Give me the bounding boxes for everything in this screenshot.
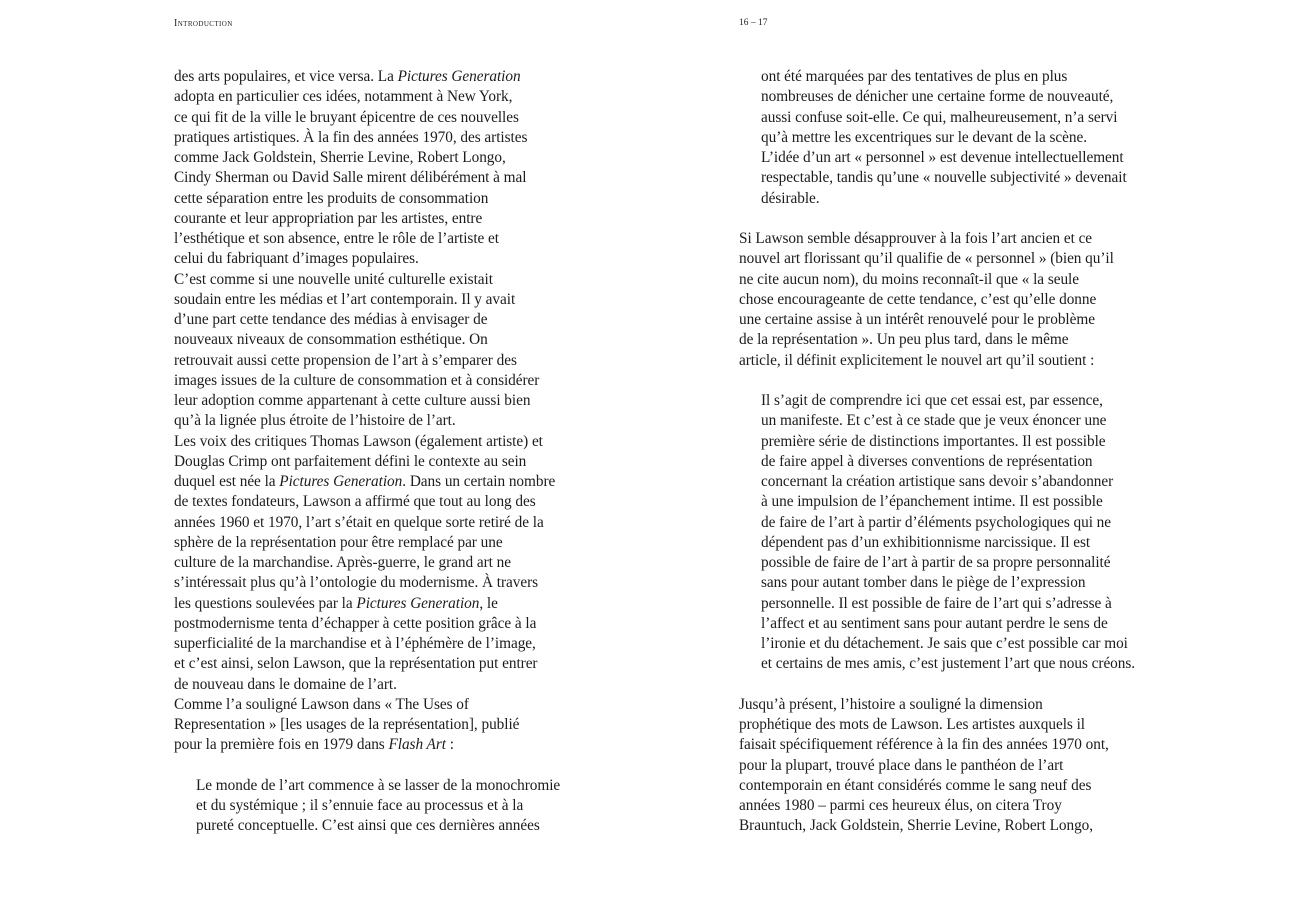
text-line [174,432,574,452]
text-segment: l’affect et au sentiment sans pour autant perdre le sens de [761,614,1108,632]
text-line [739,452,1139,472]
text-line [739,229,1139,249]
running-head-section-title: Introduction [174,18,233,29]
text-segment: première série de distinctions importantes. Il est possible [761,432,1106,450]
text-segment: Brauntuch, Jack Goldstein, Sherrie Levine, Robert Longo, [739,817,1094,835]
text-line [174,189,574,209]
text-line [739,87,1139,107]
text-segment: Le monde de l’art commence à se lasser de la monochromie [196,776,561,794]
text-segment: une certaine assise à un intérêt renouvelé pour le problème [739,311,1095,328]
text-line [739,796,1139,816]
text-segment: article, il définit explicitement le nouvel art qu’il soutient : [739,351,1095,369]
text-segment: celui du fabriquant d’images populaires. [174,250,419,268]
text-line [174,776,574,796]
text-segment: courante et leur appropriation par les artistes, entre [174,209,483,227]
text-segment: et certains de mes amis, c’est justement l’art que nous créons. [761,655,1136,673]
italic-title-text: Pictures Generation [356,594,480,612]
italic-title-text: Pictures Generation [397,68,521,85]
text-segment: duquel est née la [174,473,280,490]
right-page-body-paragraph-1 [739,229,1139,371]
text-segment: pour la plupart, trouvé place dans le panthéon de l’art [739,756,1064,774]
text-segment: Representation » [les usages de la représentation], publié [174,716,520,733]
text-line [739,128,1139,148]
text-segment: de la représentation ». Un peu plus tard, dans le même [739,331,1069,349]
text-segment: désirable. [761,189,820,207]
text-segment: : [445,736,454,754]
paragraph-gap [739,675,1139,695]
text-line [174,492,574,512]
text-segment: leur adoption comme appartenant à cette culture aussi bien [174,392,531,409]
text-segment: , le [479,594,498,612]
text-line [174,249,574,269]
text-line [174,209,574,229]
text-line [739,108,1139,128]
text-segment: pratiques artistiques. À la fin des années 1970, des artistes [174,128,528,146]
text-segment: s’intéressait plus qu’à l’ontologie du modernisme. À travers [174,574,539,592]
text-segment: superficialité de la marchandise et à l’éphémère de l’image, [174,635,536,652]
text-segment: ce qui fit de la ville le bruyant épicentre de ces nouvelles [174,108,519,126]
right-page-body-paragraph-2 [739,695,1139,837]
text-segment: nombreuses de dénicher une certaine forme de nouveauté, [761,88,1114,106]
text-line [174,148,574,168]
text-segment: Cindy Sherman ou David Salle mirent délibérément à mal [174,169,527,187]
text-line [174,513,574,533]
text-segment: un manifeste. Et c’est à ce stade que je veux énoncer une [761,412,1107,430]
text-segment: cette séparation entre les produits de consommation [174,189,489,207]
text-line [739,67,1139,87]
text-line [174,533,574,553]
text-line [739,391,1139,411]
text-segment: possible de faire de l’art à partir de sa propre personnalité [761,554,1111,571]
right-page-block-quote-manifesto [739,391,1139,675]
text-segment: aussi confuse soit-elle. Ce qui, malheureusement, n’a servi [761,108,1118,126]
text-line [739,573,1139,593]
text-line [174,371,574,391]
text-line [174,330,574,350]
text-line [174,108,574,128]
text-segment: nouvel art florissant qu’il qualifie de « personnel » (bien qu’il [739,250,1114,268]
text-line [174,391,574,411]
text-segment: sphère de la représentation pour être remplacé par une [174,533,503,551]
text-line [739,330,1139,350]
text-segment: à une impulsion de l’épanchement intime. Il est possible [761,493,1103,511]
text-line [739,735,1139,755]
text-segment: sans pour autant tomber dans le piège de l’expression [761,574,1086,592]
text-line [174,735,574,755]
text-line [739,553,1139,573]
text-line [739,290,1139,310]
text-segment: images issues de la culture de consommation et à considérer [174,371,540,389]
text-line [174,351,574,371]
text-segment: années 1980 – parmi ces heureux élus, on citera Troy [739,797,1062,814]
text-segment: de faire de l’art à partir d’éléments psychologiques qui ne [761,513,1112,531]
text-line [739,270,1139,290]
text-line [739,816,1139,836]
running-head-page-numbers: 16 – 17 [739,18,768,28]
text-segment: et du systémique ; il s’ennuie face au processus et à la [196,797,524,814]
text-line [739,634,1139,654]
right-page-block-quote-continued [739,67,1139,209]
text-segment: de nouveau dans le domaine de l’art. [174,675,397,693]
paragraph-gap [174,756,574,776]
text-segment: . Dans un certain nombre [402,473,556,490]
right-page-column [739,67,1139,837]
text-segment: de faire appel à diverses conventions de représentation [761,452,1093,470]
text-line [739,533,1139,553]
left-page-block-quote [174,776,574,837]
text-line [174,128,574,148]
text-segment: l’ironie et du détachement. Je sais que c’est possible car moi [761,635,1128,652]
text-line [174,290,574,310]
paragraph-gap [739,209,1139,229]
text-segment: L’idée d’un art « personnel » est devenue intellectuellement [761,149,1124,166]
italic-title-text: Flash Art [388,736,446,754]
text-line [739,432,1139,452]
text-line [739,189,1139,209]
text-segment: C’est comme si une nouvelle unité culturelle existait [174,270,493,288]
text-segment: et c’est ainsi, selon Lawson, que la représentation put entrer [174,655,538,673]
text-line [174,452,574,472]
text-segment: concernant la création artistique sans devoir s’abandonner [761,473,1114,490]
text-line [739,249,1139,269]
text-line [174,67,574,87]
text-line [739,513,1139,533]
text-segment: retrouvait aussi cette propension de l’art à s’emparer des [174,351,517,369]
text-line [739,310,1139,330]
text-line [739,351,1139,371]
text-line [739,492,1139,512]
left-page-body [174,67,574,756]
text-line [174,573,574,593]
text-line [739,148,1139,168]
text-segment: Comme l’a souligné Lawson dans « The Uses of [174,695,469,713]
text-segment: Les voix des critiques Thomas Lawson (également artiste) et [174,432,543,450]
text-line [174,472,574,492]
text-segment: chose encourageante de cette tendance, c’est qu’elle donne [739,290,1097,308]
text-line [739,614,1139,634]
left-page-column [174,67,574,837]
text-segment: Si Lawson semble désapprouver à la fois l’art ancien et ce [739,230,1093,247]
text-line [174,594,574,614]
text-segment: pour la première fois en 1979 dans [174,736,389,754]
text-line [174,310,574,330]
text-segment: respectable, tandis qu’une « nouvelle subjectivité » devenait [761,169,1127,187]
text-segment: qu’à mettre les excentriques sur le devant de la scène. [761,128,1087,146]
text-segment: les questions soulevées par la [174,594,357,612]
text-segment: Il s’agit de comprendre ici que cet essai est, par essence, [761,392,1103,409]
text-line [739,168,1139,188]
italic-title-text: Pictures Generation [279,473,403,490]
text-line [174,411,574,431]
text-segment: Jusqu’à présent, l’histoire a souligné la dimension [739,695,1043,713]
text-segment: l’esthétique et son absence, entre le rôle de l’artiste et [174,230,499,247]
text-segment: faisait spécifiquement référence à la fin des années 1970 ont, [739,736,1109,754]
text-segment: personnelle. Il est possible de faire de l’art qui s’adresse à [761,594,1112,612]
text-line [174,168,574,188]
text-line [739,654,1139,674]
text-line [739,472,1139,492]
text-line [739,756,1139,776]
text-line [174,553,574,573]
text-segment: postmodernisme tenta d’échapper à cette position grâce à la [174,614,537,632]
text-segment: prophétique des mots de Lawson. Les artistes auxquels il [739,716,1085,733]
text-line [174,654,574,674]
text-line [174,229,574,249]
text-segment: d’une part cette tendance des médias à envisager de [174,311,488,328]
text-segment: culture de la marchandise. Après-guerre, le grand art ne [174,554,511,571]
text-segment: ne cite aucun nom), du moins reconnaît-il que « la seule [739,270,1079,288]
text-line [174,270,574,290]
paragraph-gap [739,371,1139,391]
text-line [174,87,574,107]
text-segment: comme Jack Goldstein, Sherrie Levine, Robert Longo, [174,149,506,166]
text-line [174,614,574,634]
text-line [174,675,574,695]
text-segment: pureté conceptuelle. C’est ainsi que ces dernières années [196,817,540,835]
text-segment: nouveaux niveaux de consommation esthétique. On [174,331,488,349]
text-segment: dépendent pas d’un exhibitionnisme narcissique. Il est [761,533,1091,551]
text-segment: adopta en particulier ces idées, notamment à New York, [174,88,513,106]
text-line [174,816,574,836]
text-line [739,715,1139,735]
text-line [739,776,1139,796]
text-segment: des arts populaires, et vice versa. La [174,68,398,85]
text-segment: années 1960 et 1970, l’art s’était en quelque sorte retiré de la [174,513,544,531]
text-segment: qu’à la lignée plus étroite de l’histoire de l’art. [174,412,456,430]
text-line [739,594,1139,614]
text-line [174,715,574,735]
text-segment: soudain entre les médias et l’art contemporain. Il y avait [174,290,516,308]
text-line [174,796,574,816]
text-line [174,695,574,715]
text-segment: de textes fondateurs, Lawson a affirmé que tout au long des [174,493,536,511]
text-segment: Douglas Crimp ont parfaitement défini le contexte au sein [174,452,527,470]
text-segment: contemporain en étant considérés comme le sang neuf des [739,776,1092,794]
text-line [739,695,1139,715]
text-line [739,411,1139,431]
text-segment: ont été marquées par des tentatives de plus en plus [761,68,1068,85]
text-line [174,634,574,654]
